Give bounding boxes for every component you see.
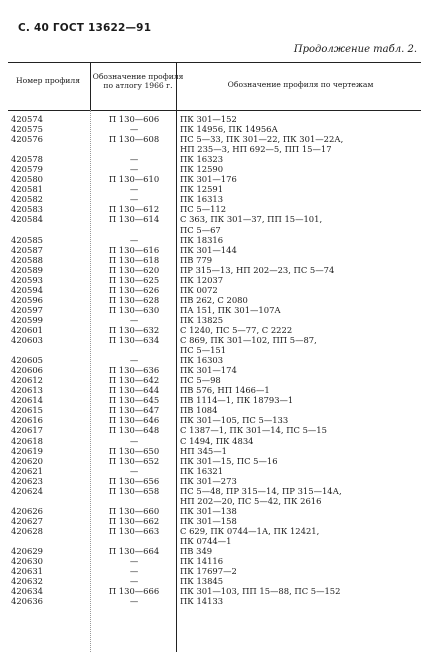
atlas-designation: П 130—625 — [108, 274, 160, 285]
atlas-designation: — — [129, 355, 139, 366]
table-row — [8, 265, 421, 275]
table-row — [8, 325, 421, 335]
table-top-rule — [8, 62, 421, 63]
profile-number: 420596 — [11, 294, 43, 305]
atlas-designation: П 130—618 — [108, 254, 160, 265]
drawing-designation: С 1240, ПС 5—77, С 2222 — [180, 324, 293, 335]
table-row — [8, 235, 421, 245]
drawing-designation: ПВ 262, С 2080 — [180, 294, 248, 305]
drawing-designation: ПС 5—33, ПК 301—22, ПК 301—22А, — [180, 134, 344, 145]
table-row — [8, 436, 421, 446]
drawing-designation: ПВ 779 — [180, 254, 213, 265]
table-row — [8, 295, 421, 305]
atlas-designation: П 130—634 — [108, 335, 160, 346]
atlas-designation: П 130—662 — [108, 515, 160, 526]
drawing-designation: ПК 14956, ПК 14956А — [180, 124, 278, 135]
profile-number: 420593 — [11, 274, 43, 285]
table-row — [8, 385, 421, 395]
atlas-designation: П 130—628 — [108, 294, 160, 305]
table-row — [8, 164, 421, 174]
profile-number: 420594 — [11, 284, 43, 295]
profile-number: 420617 — [11, 425, 43, 436]
atlas-designation: — — [129, 435, 139, 446]
table-row — [8, 526, 421, 536]
drawing-designation: ПК 12590 — [180, 164, 224, 175]
table-row — [8, 144, 421, 154]
atlas-designation: — — [129, 566, 139, 577]
table-header-rule — [8, 110, 421, 111]
profile-number: 420587 — [11, 244, 43, 255]
atlas-designation: П 130—660 — [108, 505, 160, 516]
table-row — [8, 315, 421, 325]
profile-number: 420606 — [11, 365, 43, 376]
table-row — [8, 345, 421, 355]
profile-number: 420584 — [11, 214, 43, 225]
table-row — [8, 335, 421, 345]
atlas-designation: — — [129, 596, 139, 607]
atlas-designation: П 130—658 — [108, 485, 160, 496]
table-row — [8, 124, 421, 134]
table-row — [8, 536, 421, 546]
profile-number: 420616 — [11, 415, 43, 426]
profile-number: 420631 — [11, 566, 43, 577]
atlas-designation: — — [129, 154, 139, 165]
table-row — [8, 184, 421, 194]
column-header-atlas: Обозначение профиля по атлогу 1966 г. — [92, 72, 184, 90]
table-row — [8, 486, 421, 496]
table-continuation-label: Продолжение табл. 2. — [293, 44, 417, 55]
atlas-designation: П 130—648 — [108, 425, 160, 436]
profile-number: 420634 — [11, 586, 43, 597]
drawing-designation: ПС 5—67 — [180, 224, 221, 235]
drawing-designation: ПК 301—144 — [180, 244, 237, 255]
profile-number: 420628 — [11, 525, 43, 536]
profile-number: 420579 — [11, 164, 43, 175]
atlas-designation: П 130—664 — [108, 546, 160, 557]
profile-number: 420574 — [11, 114, 43, 124]
profile-number: 420630 — [11, 556, 43, 567]
atlas-designation: — — [129, 194, 139, 205]
drawing-designation: ПС 5—151 — [180, 345, 227, 356]
profile-number: 420588 — [11, 254, 43, 265]
table-row — [8, 586, 421, 596]
table-row — [8, 395, 421, 405]
atlas-designation: П 130—626 — [108, 284, 160, 295]
profile-number: 420578 — [11, 154, 43, 165]
atlas-designation: П 130—606 — [108, 114, 160, 124]
drawing-designation: С 1494, ПК 4834 — [180, 435, 254, 446]
drawing-designation: С 363, ПК 301—37, ПП 15—101, — [180, 214, 323, 225]
atlas-designation: — — [129, 465, 139, 476]
profile-number: 420613 — [11, 385, 43, 396]
profile-number: 420615 — [11, 405, 43, 416]
profile-number: 420614 — [11, 395, 43, 406]
table-row — [8, 405, 421, 415]
drawing-designation: ПК 16321 — [180, 465, 224, 476]
drawing-designation: ПК 0072 — [180, 284, 218, 295]
table-row — [8, 456, 421, 466]
profile-number: 420626 — [11, 505, 43, 516]
atlas-designation: П 130—632 — [108, 324, 160, 335]
table-row — [8, 425, 421, 435]
drawing-designation: ПК 301—15, ПС 5—16 — [180, 455, 278, 466]
drawing-designation: ПК 301—152 — [180, 114, 237, 124]
table-row — [8, 174, 421, 184]
drawing-designation: С 869, ПК 301—102, ПП 5—87, — [180, 335, 317, 346]
atlas-designation: П 130—646 — [108, 415, 160, 426]
drawing-designation: ПК 0744—1 — [180, 535, 232, 546]
drawing-designation: НП 235—3, НП 692—5, ПП 15—17 — [180, 144, 332, 155]
table-row — [8, 476, 421, 486]
table-row — [8, 225, 421, 235]
table-row — [8, 375, 421, 385]
atlas-designation: П 130—610 — [108, 174, 160, 185]
profile-number: 420599 — [11, 314, 43, 325]
drawing-designation: ПК 12591 — [180, 184, 224, 195]
profile-number: 420636 — [11, 596, 43, 607]
atlas-designation: П 130—650 — [108, 445, 160, 456]
atlas-designation: П 130—630 — [108, 304, 160, 315]
drawing-designation: ПС 5—98 — [180, 375, 221, 386]
profile-number: 420601 — [11, 324, 43, 335]
profile-number: 420589 — [11, 264, 43, 275]
drawing-designation: ПК 13845 — [180, 576, 224, 587]
profile-number: 420629 — [11, 546, 43, 557]
atlas-designation: П 130—608 — [108, 134, 160, 145]
profile-number: 420576 — [11, 134, 43, 145]
atlas-designation: — — [129, 234, 139, 245]
table-row — [8, 506, 421, 516]
table-row — [8, 204, 421, 214]
atlas-designation: П 130—644 — [108, 385, 160, 396]
drawing-designation: ПВ 1114—1, ПК 18793—1 — [180, 395, 294, 406]
table-row — [8, 556, 421, 566]
profile-number: 420603 — [11, 335, 43, 346]
drawing-designation: ПК 301—273 — [180, 475, 237, 486]
drawing-designation: ПА 151, ПК 301—107А — [180, 304, 281, 315]
atlas-designation: — — [129, 556, 139, 567]
atlas-designation: — — [129, 164, 139, 175]
table-row — [8, 516, 421, 526]
table-row — [8, 466, 421, 476]
atlas-designation: П 130—614 — [108, 214, 160, 225]
table-row — [8, 596, 421, 606]
atlas-designation: П 130—647 — [108, 405, 160, 416]
column-header-number: Номер профиля — [16, 76, 80, 85]
drawing-designation: ПК 301—158 — [180, 515, 237, 526]
atlas-designation: П 130—620 — [108, 264, 160, 275]
atlas-designation: П 130—652 — [108, 455, 160, 466]
table-row — [8, 285, 421, 295]
drawing-designation: ПК 16303 — [180, 355, 224, 366]
profile-number: 420612 — [11, 375, 43, 386]
drawing-designation: ПВ 576, НП 1466—1 — [180, 385, 270, 396]
drawing-designation: ПВ 349 — [180, 546, 213, 557]
page-header: С. 40 ГОСТ 13622—91 — [18, 22, 152, 34]
profile-number: 420620 — [11, 455, 43, 466]
profile-number: 420581 — [11, 184, 43, 195]
drawing-designation: ПК 14116 — [180, 556, 224, 567]
drawing-designation: ПК 16313 — [180, 194, 224, 205]
profile-number: 420623 — [11, 475, 43, 486]
table-row — [8, 134, 421, 144]
table-row — [8, 214, 421, 224]
drawing-designation: ПК 12037 — [180, 274, 224, 285]
table-row — [8, 154, 421, 164]
atlas-designation: П 130—666 — [108, 586, 160, 597]
profile-number: 420624 — [11, 485, 43, 496]
drawing-designation: ПК 18316 — [180, 234, 224, 245]
table-row — [8, 446, 421, 456]
atlas-designation: — — [129, 124, 139, 135]
table-row — [8, 496, 421, 506]
table-row — [8, 365, 421, 375]
drawing-designation: ПК 16323 — [180, 154, 224, 165]
table-row — [8, 576, 421, 586]
profile-number: 420632 — [11, 576, 43, 587]
profile-number: 420580 — [11, 174, 43, 185]
column-divider — [90, 62, 91, 110]
drawing-designation: ПК 14133 — [180, 596, 224, 607]
atlas-designation: П 130—663 — [108, 525, 160, 536]
table-row — [8, 114, 421, 124]
table-row — [8, 305, 421, 315]
table-row — [8, 255, 421, 265]
table-row — [8, 546, 421, 556]
profile-number: 420605 — [11, 355, 43, 366]
table-row — [8, 194, 421, 204]
drawing-designation: ПС 5—48, ПР 315—14, ПР 315—14А, — [180, 485, 342, 496]
atlas-designation: П 130—636 — [108, 365, 160, 376]
profile-number: 420627 — [11, 515, 43, 526]
drawing-designation: ПК 301—138 — [180, 505, 237, 516]
drawing-designation: НП 202—20, ПС 5—42, ПК 2616 — [180, 495, 322, 506]
atlas-designation: П 130—656 — [108, 475, 160, 486]
profile-number: 420583 — [11, 204, 43, 215]
atlas-designation: П 130—642 — [108, 375, 160, 386]
table-row — [8, 566, 421, 576]
profile-number: 420585 — [11, 234, 43, 245]
drawing-designation: ПК 301—174 — [180, 365, 237, 376]
atlas-designation: П 130—616 — [108, 244, 160, 255]
drawing-designation: С 1387—1, ПК 301—14, ПС 5—15 — [180, 425, 327, 436]
atlas-designation: П 130—612 — [108, 204, 160, 215]
drawing-designation: НП 345—1 — [180, 445, 227, 456]
atlas-designation: — — [129, 576, 139, 587]
atlas-designation: — — [129, 314, 139, 325]
profile-number: 420619 — [11, 445, 43, 456]
profile-number: 420597 — [11, 304, 43, 315]
column-header-drawing: Обозначение профиля по чертежам — [227, 80, 374, 89]
atlas-designation: — — [129, 184, 139, 195]
profile-number: 420582 — [11, 194, 43, 205]
table-row — [8, 355, 421, 365]
table-row — [8, 415, 421, 425]
drawing-designation: ПК 301—103, ПП 15—88, ПС 5—152 — [180, 586, 341, 597]
drawing-designation: С 629, ПК 0744—1А, ПК 12421, — [180, 525, 320, 536]
profile-number: 420621 — [11, 465, 43, 476]
drawing-designation: ПС 5—112 — [180, 204, 227, 215]
table-body — [8, 114, 421, 606]
drawing-designation: ПК 13825 — [180, 314, 224, 325]
table-row — [8, 275, 421, 285]
profile-number: 420575 — [11, 124, 43, 135]
drawing-designation: ПР 315—13, НП 202—23, ПС 5—74 — [180, 264, 335, 275]
drawing-designation: ПК 17697—2 — [180, 566, 237, 577]
atlas-designation: П 130—645 — [108, 395, 160, 406]
profile-number: 420618 — [11, 435, 43, 446]
drawing-designation: ПК 301—176 — [180, 174, 237, 185]
drawing-designation: ПК 301—105, ПС 5—133 — [180, 415, 289, 426]
table-row — [8, 245, 421, 255]
drawing-designation: ПВ 1084 — [180, 405, 218, 416]
